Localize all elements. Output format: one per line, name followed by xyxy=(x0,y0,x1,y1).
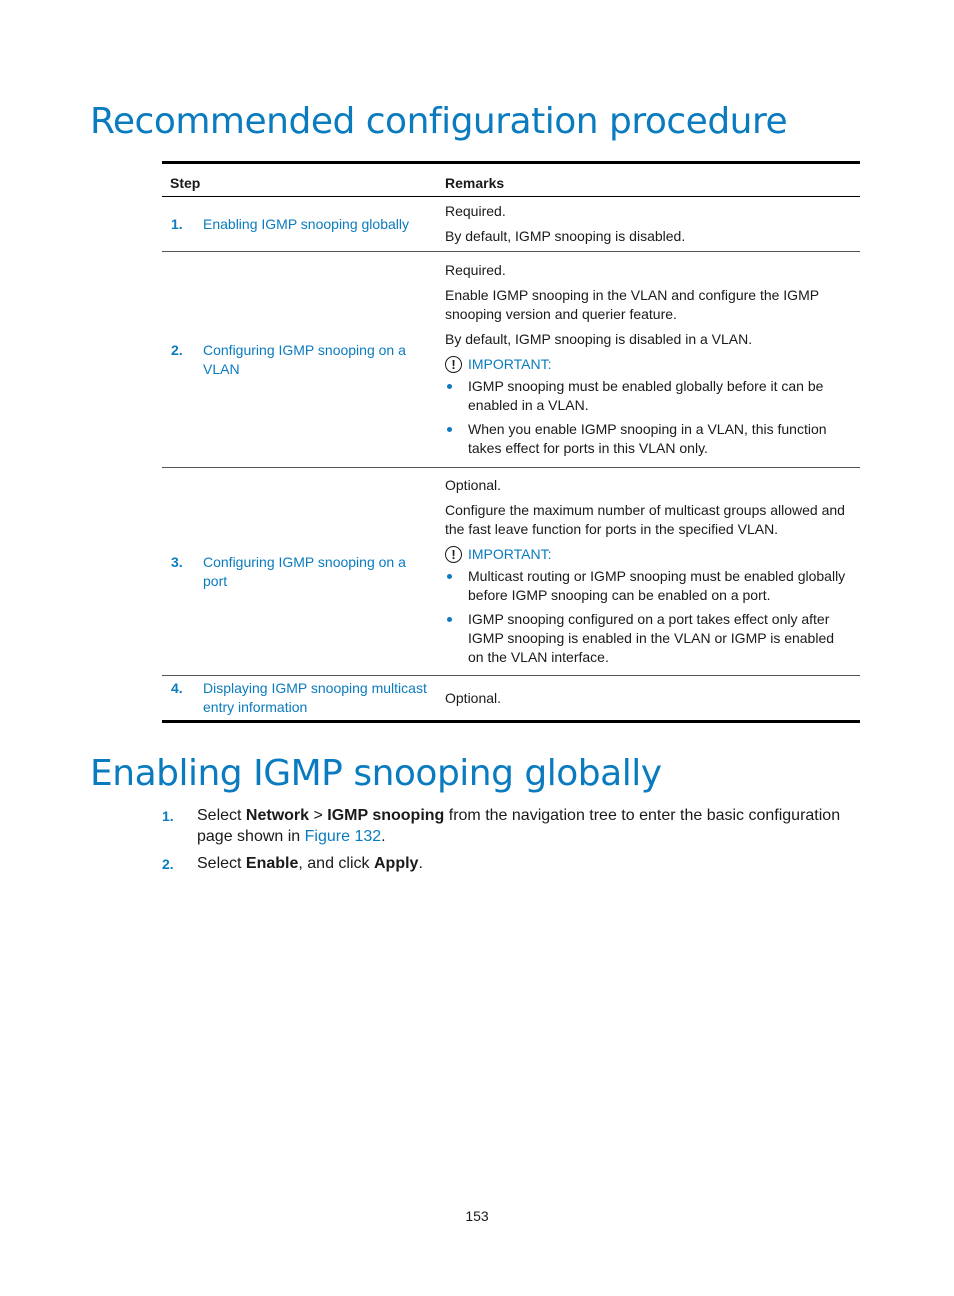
remarks-cell xyxy=(437,252,860,468)
step-cell xyxy=(162,676,437,722)
remark-text: By default, IGMP snooping is disabled in a VLAN. xyxy=(445,331,753,347)
step-link-configuring-igmp-snooping-port[interactable]: Configuring IGMP snooping on a port xyxy=(203,553,406,589)
exclamation-circle-icon: ! xyxy=(445,356,462,373)
list-item: When you enable IGMP snooping in a VLAN, this function takes effect for ports in this VLAN only. xyxy=(445,420,852,458)
configuration-procedure-table xyxy=(162,161,860,723)
important-notice xyxy=(445,545,852,564)
table-row xyxy=(162,468,860,676)
step-number: 1. xyxy=(171,215,183,232)
step-number: 3. xyxy=(171,553,183,570)
remark-text: By default, IGMP snooping is disabled. xyxy=(445,228,686,244)
page-number: 153 xyxy=(465,1208,489,1224)
column-header-remarks: Remarks xyxy=(437,163,860,197)
remark-text: Optional. xyxy=(445,477,502,493)
remark-text: Optional. xyxy=(445,689,502,706)
table-row xyxy=(162,676,860,722)
remarks-cell xyxy=(437,676,860,722)
list-item: IGMP snooping must be enabled globally before it can be enabled in a VLAN. xyxy=(445,377,852,415)
important-label: IMPORTANT: xyxy=(468,356,552,372)
important-bullet-list xyxy=(445,567,852,667)
list-item: IGMP snooping configured on a port takes effect only after IGMP snooping is enabled in the VLAN or IGMP is enabled on the VLAN interface. xyxy=(445,610,852,667)
section-title-recommended-procedure: Recommended configuration procedure xyxy=(90,101,788,142)
remark-text: Configure the maximum number of multicast groups allowed and the fast leave function for ports in the specified VLAN. xyxy=(445,502,845,537)
table-header-row xyxy=(162,163,860,197)
column-header-step: Step xyxy=(162,163,437,197)
exclamation-circle-icon: ! xyxy=(445,546,462,563)
remark-text: Required. xyxy=(445,203,506,219)
step-number: 1. xyxy=(162,808,174,824)
remarks-cell xyxy=(437,197,860,252)
list-item xyxy=(162,853,862,875)
remark-text: Enable IGMP snooping in the VLAN and configure the IGMP snooping version and querier feature. xyxy=(445,287,819,322)
remark-text: Required. xyxy=(445,262,506,278)
important-bullet-list xyxy=(445,377,852,458)
table-row xyxy=(162,252,860,468)
figure-link[interactable]: Figure 132 xyxy=(304,828,382,845)
remarks-cell xyxy=(437,468,860,676)
table-row xyxy=(162,197,860,252)
step-link-enabling-igmp-snooping-globally[interactable]: Enabling IGMP snooping globally xyxy=(203,215,409,232)
step-text: Select Network > IGMP snooping from the navigation tree to enter the basic configuration page shown in Figure 132. xyxy=(197,807,841,845)
step-cell xyxy=(162,468,437,676)
step-number: 2. xyxy=(171,341,183,358)
important-label: IMPORTANT: xyxy=(468,546,552,562)
procedure-steps-list xyxy=(162,805,862,881)
important-notice xyxy=(445,355,852,374)
step-link-configuring-igmp-snooping-vlan[interactable]: Configuring IGMP snooping on a VLAN xyxy=(203,341,406,377)
step-cell xyxy=(162,252,437,468)
step-text: Select Enable, and click Apply. xyxy=(197,855,423,872)
step-link-displaying-igmp-snooping-entries[interactable]: Displaying IGMP snooping multicast entry information xyxy=(203,680,427,715)
list-item: Multicast routing or IGMP snooping must be enabled globally before IGMP snooping can be enabled on a port. xyxy=(445,567,852,605)
step-cell xyxy=(162,197,437,252)
list-item xyxy=(162,805,862,847)
step-number: 2. xyxy=(162,856,174,872)
section-title-enabling-igmp-snooping-globally: Enabling IGMP snooping globally xyxy=(90,753,662,794)
step-number: 4. xyxy=(171,680,183,696)
